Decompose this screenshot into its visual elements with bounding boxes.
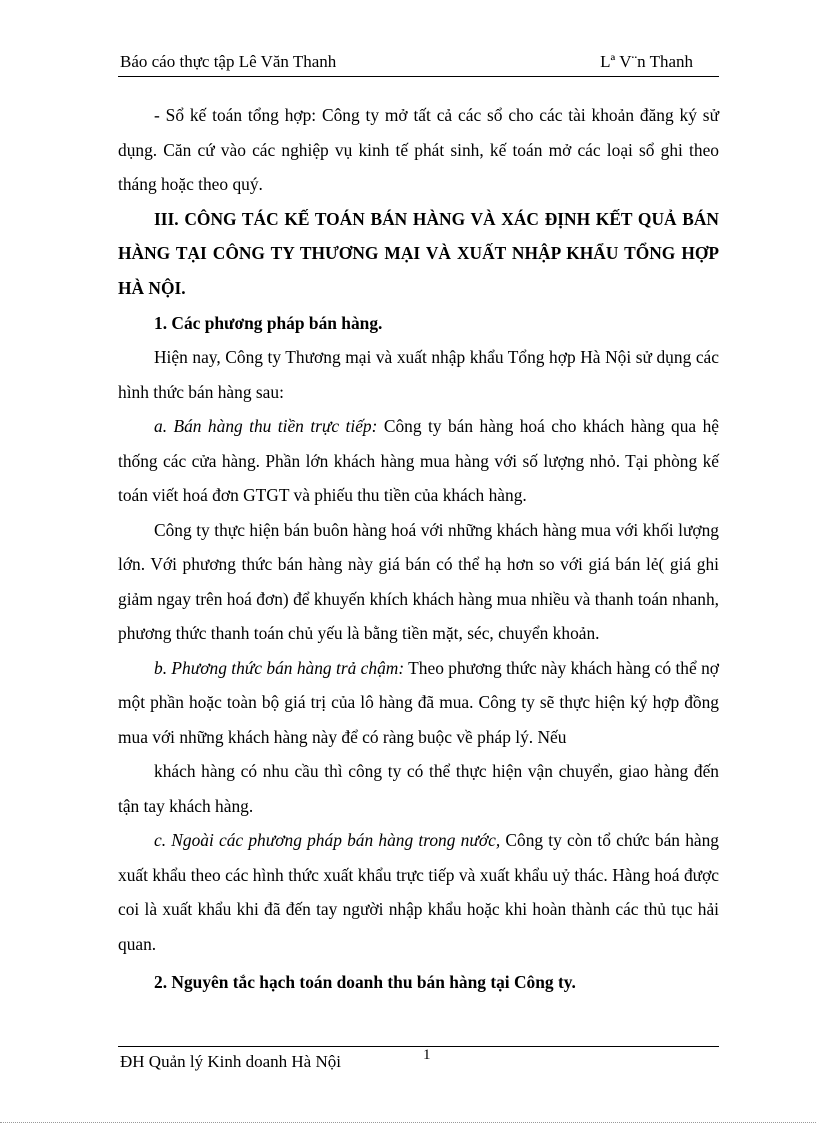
text-deferred-payment: Theo phương thức này khách hàng có thể nợ một phần hoặc toàn bộ giá trị của lô hàng đã mua. Công ty sẽ thực hiện ký hợp đồng mua với những khách hàng này để có ràng buộc về pháp lý. Nếu xyxy=(118,657,719,747)
header-author: Lª V¨n Thanh xyxy=(600,52,693,71)
paragraph-general-ledger: - Sổ kế toán tổng hợp: Công ty mở tất cả các sổ cho các tài khoản đăng ký sử dụng. Căn cứ vào các nghiệp vụ kinh tế phát sinh, kế toán mở các loại sổ ghi theo tháng hoặc theo quý. xyxy=(118,105,719,194)
section-heading: III. CÔNG TÁC KẾ TOÁN BÁN HÀNG VÀ XÁC ĐỊNH KẾT QUẢ BÁN HÀNG TẠI CÔNG TY THƯƠNG MẠI VÀ XUẤT NHẬP KHẨU TỔNG HỢP HÀ NỘI. xyxy=(118,208,719,299)
text-direct-sales: Công ty bán hàng hoá cho khách hàng qua hệ thống các cửa hàng. Phần lớn khách hàng mua hàng với số lượng nhỏ. Tại phòng kế toán viết hoá đơn GTGT và phiếu thu tiền của khách hàng. xyxy=(118,416,719,506)
paragraph-direct-sales xyxy=(118,409,719,513)
text-export: Công ty còn tổ chức bán hàng xuất khẩu theo các hình thức xuất khẩu trực tiếp và xuất khẩu uỷ thác. Hàng hoá được coi là xuất khẩu khi đã đến tay người nhập khẩu hoặc khi hoàn thành các thủ tục hải quan. xyxy=(118,830,719,954)
label-direct-sales: a. Bán hàng thu tiền trực tiếp: xyxy=(154,416,378,437)
subheading-revenue-principles: 2. Nguyên tắc hạch toán doanh thu bán hàng tại Công ty. xyxy=(154,972,576,993)
page-number: 1 xyxy=(423,1047,431,1063)
label-export: c. Ngoài các phương pháp bán hàng trong nước, xyxy=(154,830,501,851)
subheading-sales-methods: 1. Các phương pháp bán hàng. xyxy=(154,312,383,333)
paragraph-wholesale: Công ty thực hiện bán buôn hàng hoá với những khách hàng mua với khối lượng lớn. Với phương thức bán hàng này giá bán có thể hạ hơn so với giá bán lẻ( giá ghi giảm ngay trên hoá đơn) để khuyến khích khách hàng mua nhiều và thanh toán nhanh, phương thức thanh toán chủ yếu là bằng tiền mặt, séc, chuyển khoản. xyxy=(118,519,719,644)
page-body xyxy=(118,98,719,1000)
paragraph-delivery: khách hàng có nhu cầu thì công ty có thể thực hiện vận chuyển, giao hàng đến tận tay khách hàng. xyxy=(118,761,719,816)
page-header xyxy=(118,50,719,77)
footer-institution: ĐH Quản lý Kinh doanh Hà Nội xyxy=(120,1052,341,1071)
paragraph-intro: Hiện nay, Công ty Thương mại và xuất nhập khẩu Tổng hợp Hà Nội sử dụng các hình thức bán hàng sau: xyxy=(118,347,719,402)
paragraph-export xyxy=(118,823,719,961)
paragraph-deferred-payment xyxy=(118,651,719,755)
header-title: Báo cáo thực tập Lê Văn Thanh xyxy=(120,52,337,71)
page-footer xyxy=(118,1046,719,1071)
label-deferred-payment: b. Phương thức bán hàng trả chậm: xyxy=(154,657,405,678)
